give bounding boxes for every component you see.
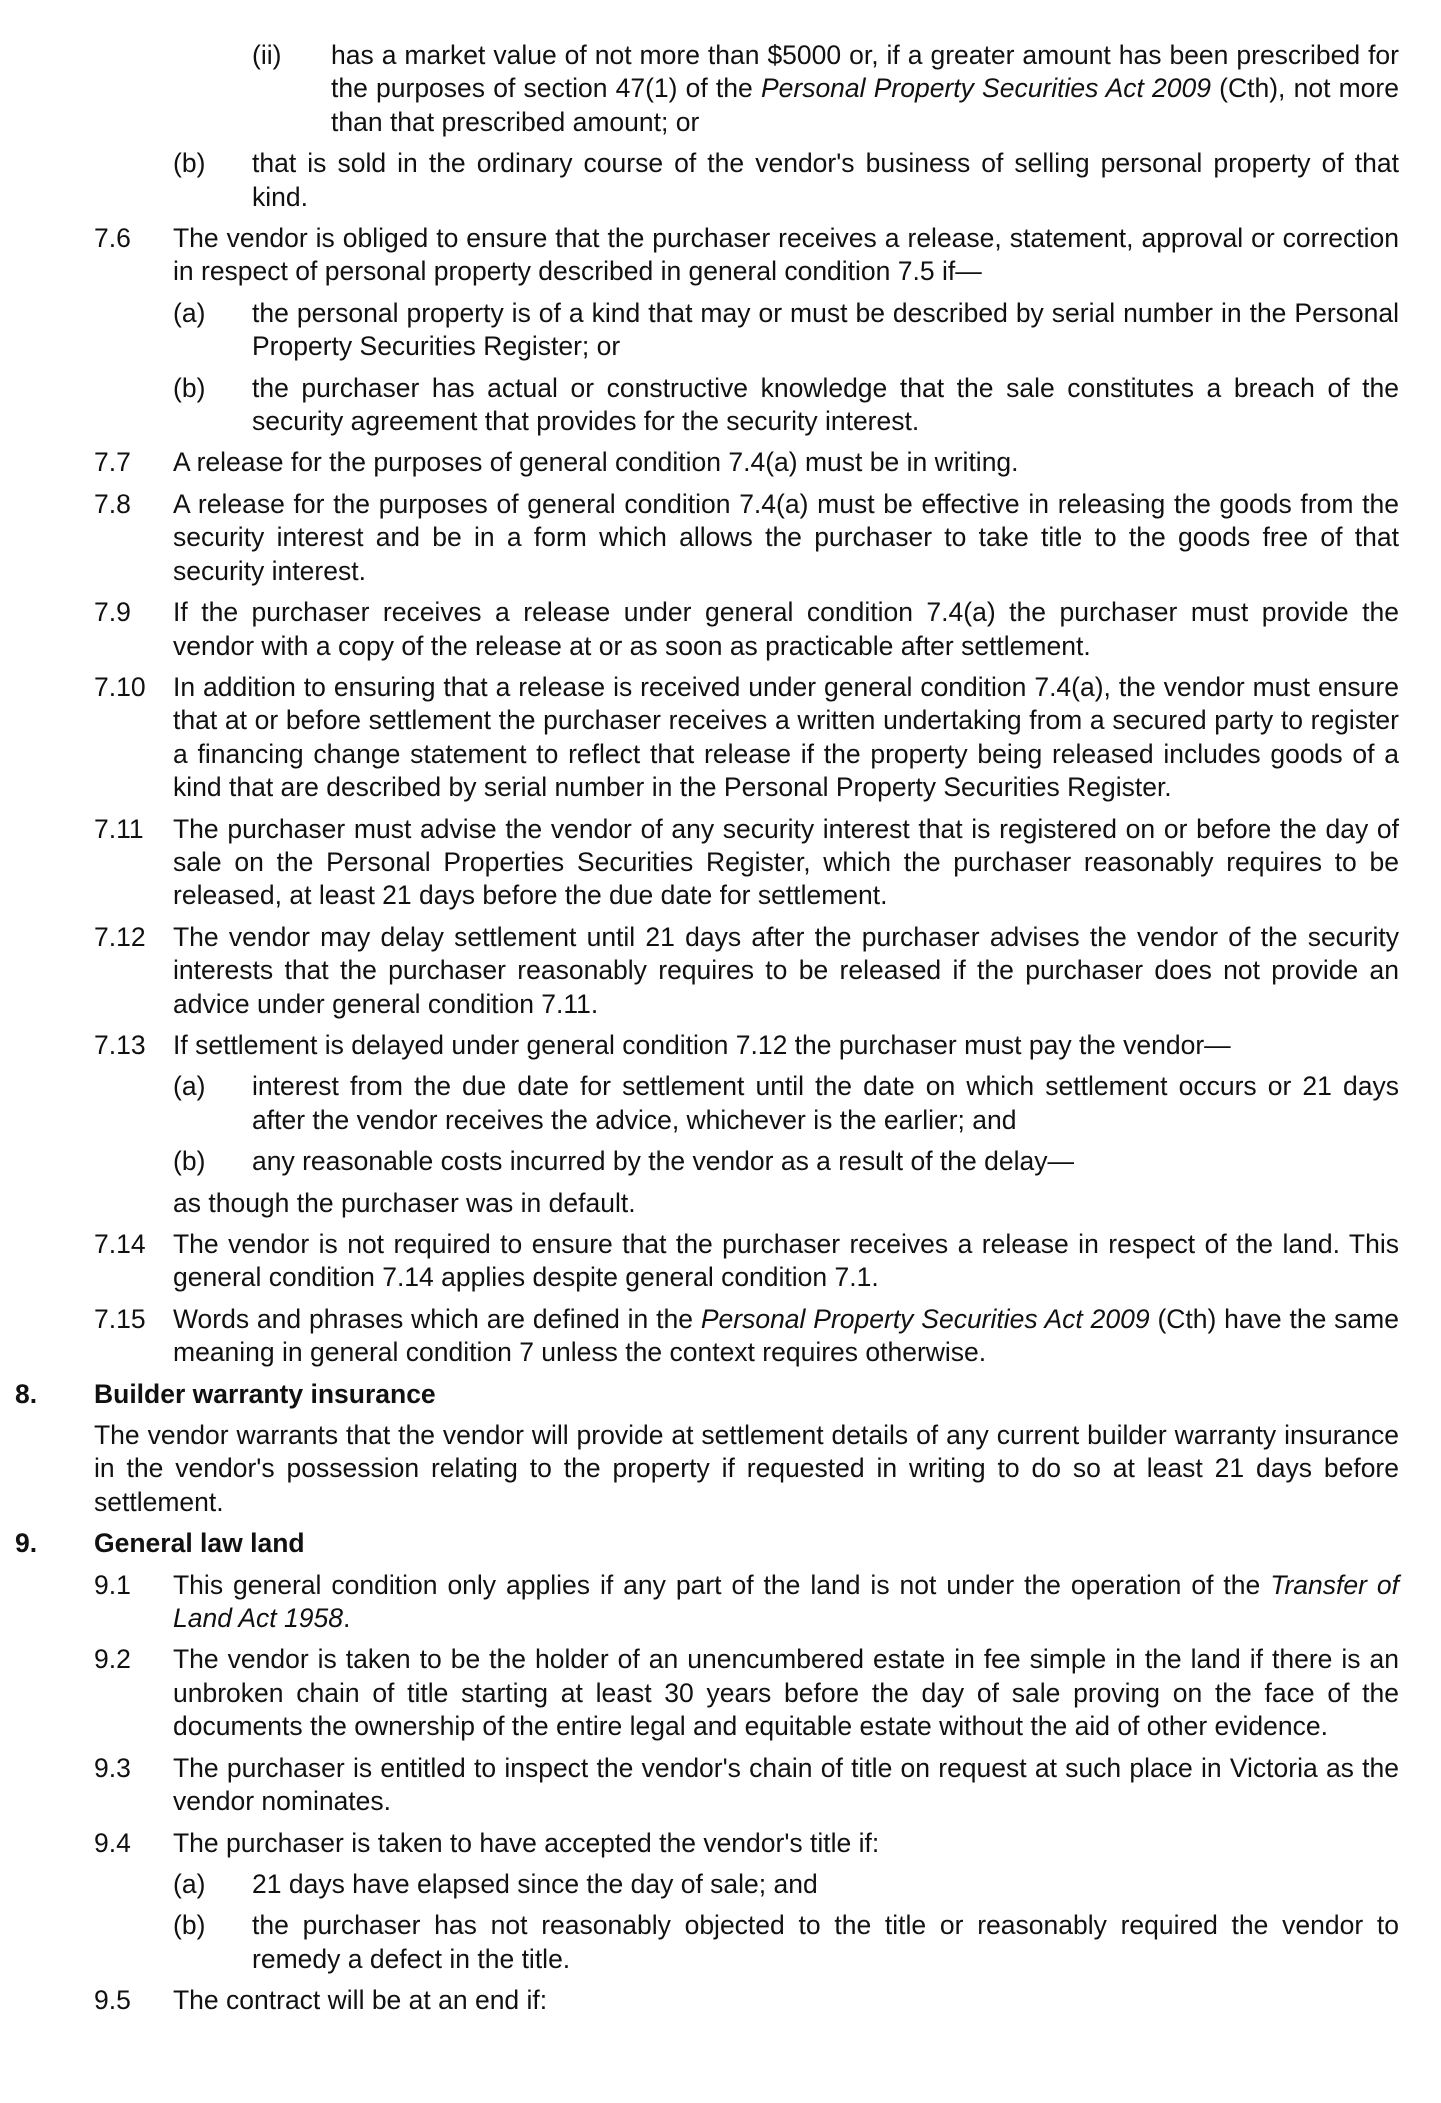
clause-7-15 [0, 1303, 1441, 1370]
clause-7-6 [0, 222, 1441, 289]
clause-text: the purchaser has not reasonably objected to the title or reasonably required the vendor to remedy a defect in the title. [252, 1910, 1399, 1974]
clause-7-12 [0, 921, 1441, 1021]
clause-number: (b) [173, 372, 206, 403]
clause-7-10 [0, 671, 1441, 805]
clause-9-4 [0, 1827, 1441, 1860]
clause-7-9 [0, 596, 1441, 663]
clause-text: If settlement is delayed under general condition 7.12 the purchaser must pay the vendor— [173, 1029, 1231, 1060]
document-page [0, 39, 1441, 2026]
section-number: 9. [15, 1528, 38, 1559]
clause-7-13-b [0, 1145, 1441, 1178]
clause-9-1 [0, 1569, 1441, 1636]
clause-number: 7.14 [94, 1229, 146, 1259]
clause-text: The vendor is taken to be the holder of an unencumbered estate in fee simple in the land if there is an unbroken chain of title starting at least 30 years before the day of sale proving on the face of the documents the ownership of the entire legal and equitable estate without the aid of other evidence. [173, 1644, 1399, 1742]
clause-text-part: has a market value of not more than $5000 or, if a greater amount has been prescribed for the purposes of section 47(1) of the [331, 40, 1399, 104]
clause-text [331, 39, 1399, 139]
clause-text: A release for the purposes of general condition 7.4(a) must be in writing. [173, 447, 1019, 478]
clause-text: The purchaser is entitled to inspect the vendor's chain of title on request at such place in Victoria as the vendor nominates. [173, 1752, 1399, 1817]
clause-text: In addition to ensuring that a release is received under general condition 7.4(a), the vendor must ensure that at or before settlement the purchaser receives a written undertaking from a secured party to register a financing change statement to reflect that release if the property being released includes goods of a kind that are described by serial number in the Personal Property Securities Register. [173, 671, 1399, 803]
clause-number: (a) [173, 297, 206, 328]
clause-number: 7.11 [94, 813, 144, 844]
section-8-heading [0, 1378, 1441, 1411]
clause-number: (b) [173, 148, 206, 179]
clause-number: 9.5 [94, 1985, 131, 2016]
clause-7-5-b [0, 147, 1441, 214]
clause-7-6-b [0, 372, 1441, 439]
act-title: Personal Property Securities Act 2009 [760, 73, 1211, 104]
clause-7-13 [0, 1029, 1441, 1062]
clause-text: If the purchaser receives a release under general condition 7.4(a) the purchaser must provide the vendor with a copy of the release at or as soon as practicable after settlement. [173, 597, 1399, 661]
clause-number: 7.12 [94, 921, 146, 952]
clause-number: 7.7 [94, 447, 131, 478]
clause-number: 9.3 [94, 1752, 131, 1783]
clause-text: The vendor is obliged to ensure that the purchaser receives a release, statement, approval or correction in respect of personal property described in general condition 7.5 if— [173, 223, 1399, 287]
clause-text-part: This general condition only applies if any part of the land is not under the operation of the [173, 1569, 1271, 1600]
clause-number: 9.4 [94, 1827, 131, 1858]
clause-number: 9.2 [94, 1644, 131, 1675]
clause-number: 7.9 [94, 597, 131, 628]
clause-text-part: Words and phrases which are defined in the [173, 1303, 701, 1334]
clause-text: The vendor may delay settlement until 21 days after the purchaser advises the vendor of the security interests that the purchaser reasonably requires to be released if the purchaser does not provide an advice under general condition 7.11. [173, 921, 1399, 1019]
clause-text: that is sold in the ordinary course of the vendor's business of selling personal property of that kind. [252, 148, 1399, 212]
clause-7-7 [0, 446, 1441, 479]
clause-text: The contract will be at an end if: [173, 1985, 548, 2016]
clause-7-14 [0, 1228, 1441, 1295]
clause-text-part: . [342, 1603, 351, 1634]
section-8-body [0, 1419, 1441, 1519]
clause-text: the personal property is of a kind that may or must be described by serial number in the Personal Property Securities Register; or [252, 297, 1399, 362]
section-number: 8. [15, 1378, 38, 1409]
clause-number: (b) [173, 1910, 206, 1941]
clause-text [173, 1303, 1399, 1370]
clause-number: 7.10 [94, 671, 146, 702]
clause-text: The vendor warrants that the vendor will provide at settlement details of any current builder warranty insurance in the vendor's possession relating to the property if requested in writing to do so at least 21 days before settlement. [94, 1420, 1399, 1517]
clause-text: A release for the purposes of general condition 7.4(a) must be effective in releasing the goods from the security interest and be in a form which allows the purchaser to take title to the goods free of that security interest. [173, 488, 1399, 586]
clause-number: 7.8 [94, 488, 131, 519]
clause-text: any reasonable costs incurred by the vendor as a result of the delay— [252, 1146, 1074, 1177]
act-title: Personal Property Securities Act 2009 [700, 1303, 1150, 1334]
clause-text: the purchaser has actual or constructive knowledge that the sale constitutes a breach of the security agreement that provides for the security interest. [252, 372, 1399, 437]
clause-text: as though the purchaser was in default. [173, 1187, 636, 1218]
clause-7-13-tail [0, 1187, 1441, 1220]
clause-number: (a) [173, 1071, 206, 1102]
clause-number: 9.1 [94, 1569, 131, 1600]
section-title: Builder warranty insurance [94, 1378, 436, 1409]
clause-text: The purchaser is taken to have accepted the vendor's title if: [173, 1827, 880, 1858]
clause-number: 7.15 [94, 1303, 146, 1334]
clause-7-5-a-ii [0, 39, 1441, 139]
clause-text-part: (Cth), not more than that prescribed amount; or [331, 73, 1399, 137]
clause-number: (ii) [252, 40, 282, 70]
clause-7-13-a [0, 1070, 1441, 1137]
act-title: Transfer of Land Act 1958 [173, 1569, 1399, 1634]
clause-7-11 [0, 813, 1441, 913]
section-9-heading [0, 1527, 1441, 1560]
clause-text: The vendor is not required to ensure that the purchaser receives a release in respect of the land. This general condition 7.14 applies despite general condition 7.1. [173, 1229, 1399, 1293]
clause-number: 7.6 [94, 223, 131, 254]
clause-number: (b) [173, 1146, 206, 1177]
section-title: General law land [94, 1528, 305, 1559]
clause-9-2 [0, 1643, 1441, 1743]
clause-9-4-a [0, 1868, 1441, 1901]
clause-text: The purchaser must advise the vendor of any security interest that is registered on or before the day of sale on the Personal Properties Securities Register, which the purchaser reasonably requires to be released, at least 21 days before the due date for settlement. [173, 813, 1399, 911]
clause-text: 21 days have elapsed since the day of sale; and [252, 1868, 818, 1899]
clause-number: 7.13 [94, 1029, 146, 1060]
clause-9-4-b [0, 1909, 1441, 1976]
clause-text [173, 1569, 1399, 1636]
clause-number: (a) [173, 1868, 206, 1899]
clause-9-3 [0, 1752, 1441, 1819]
clause-text: interest from the due date for settlement until the date on which settlement occurs or 21 days after the vendor receives the advice, whichever is the earlier; and [252, 1071, 1399, 1135]
clause-text-part: (Cth) have the same meaning in general condition 7 unless the context requires otherwise. [173, 1303, 1399, 1368]
clause-7-6-a [0, 297, 1441, 364]
clause-9-5 [0, 1984, 1441, 2017]
clause-7-8 [0, 488, 1441, 588]
